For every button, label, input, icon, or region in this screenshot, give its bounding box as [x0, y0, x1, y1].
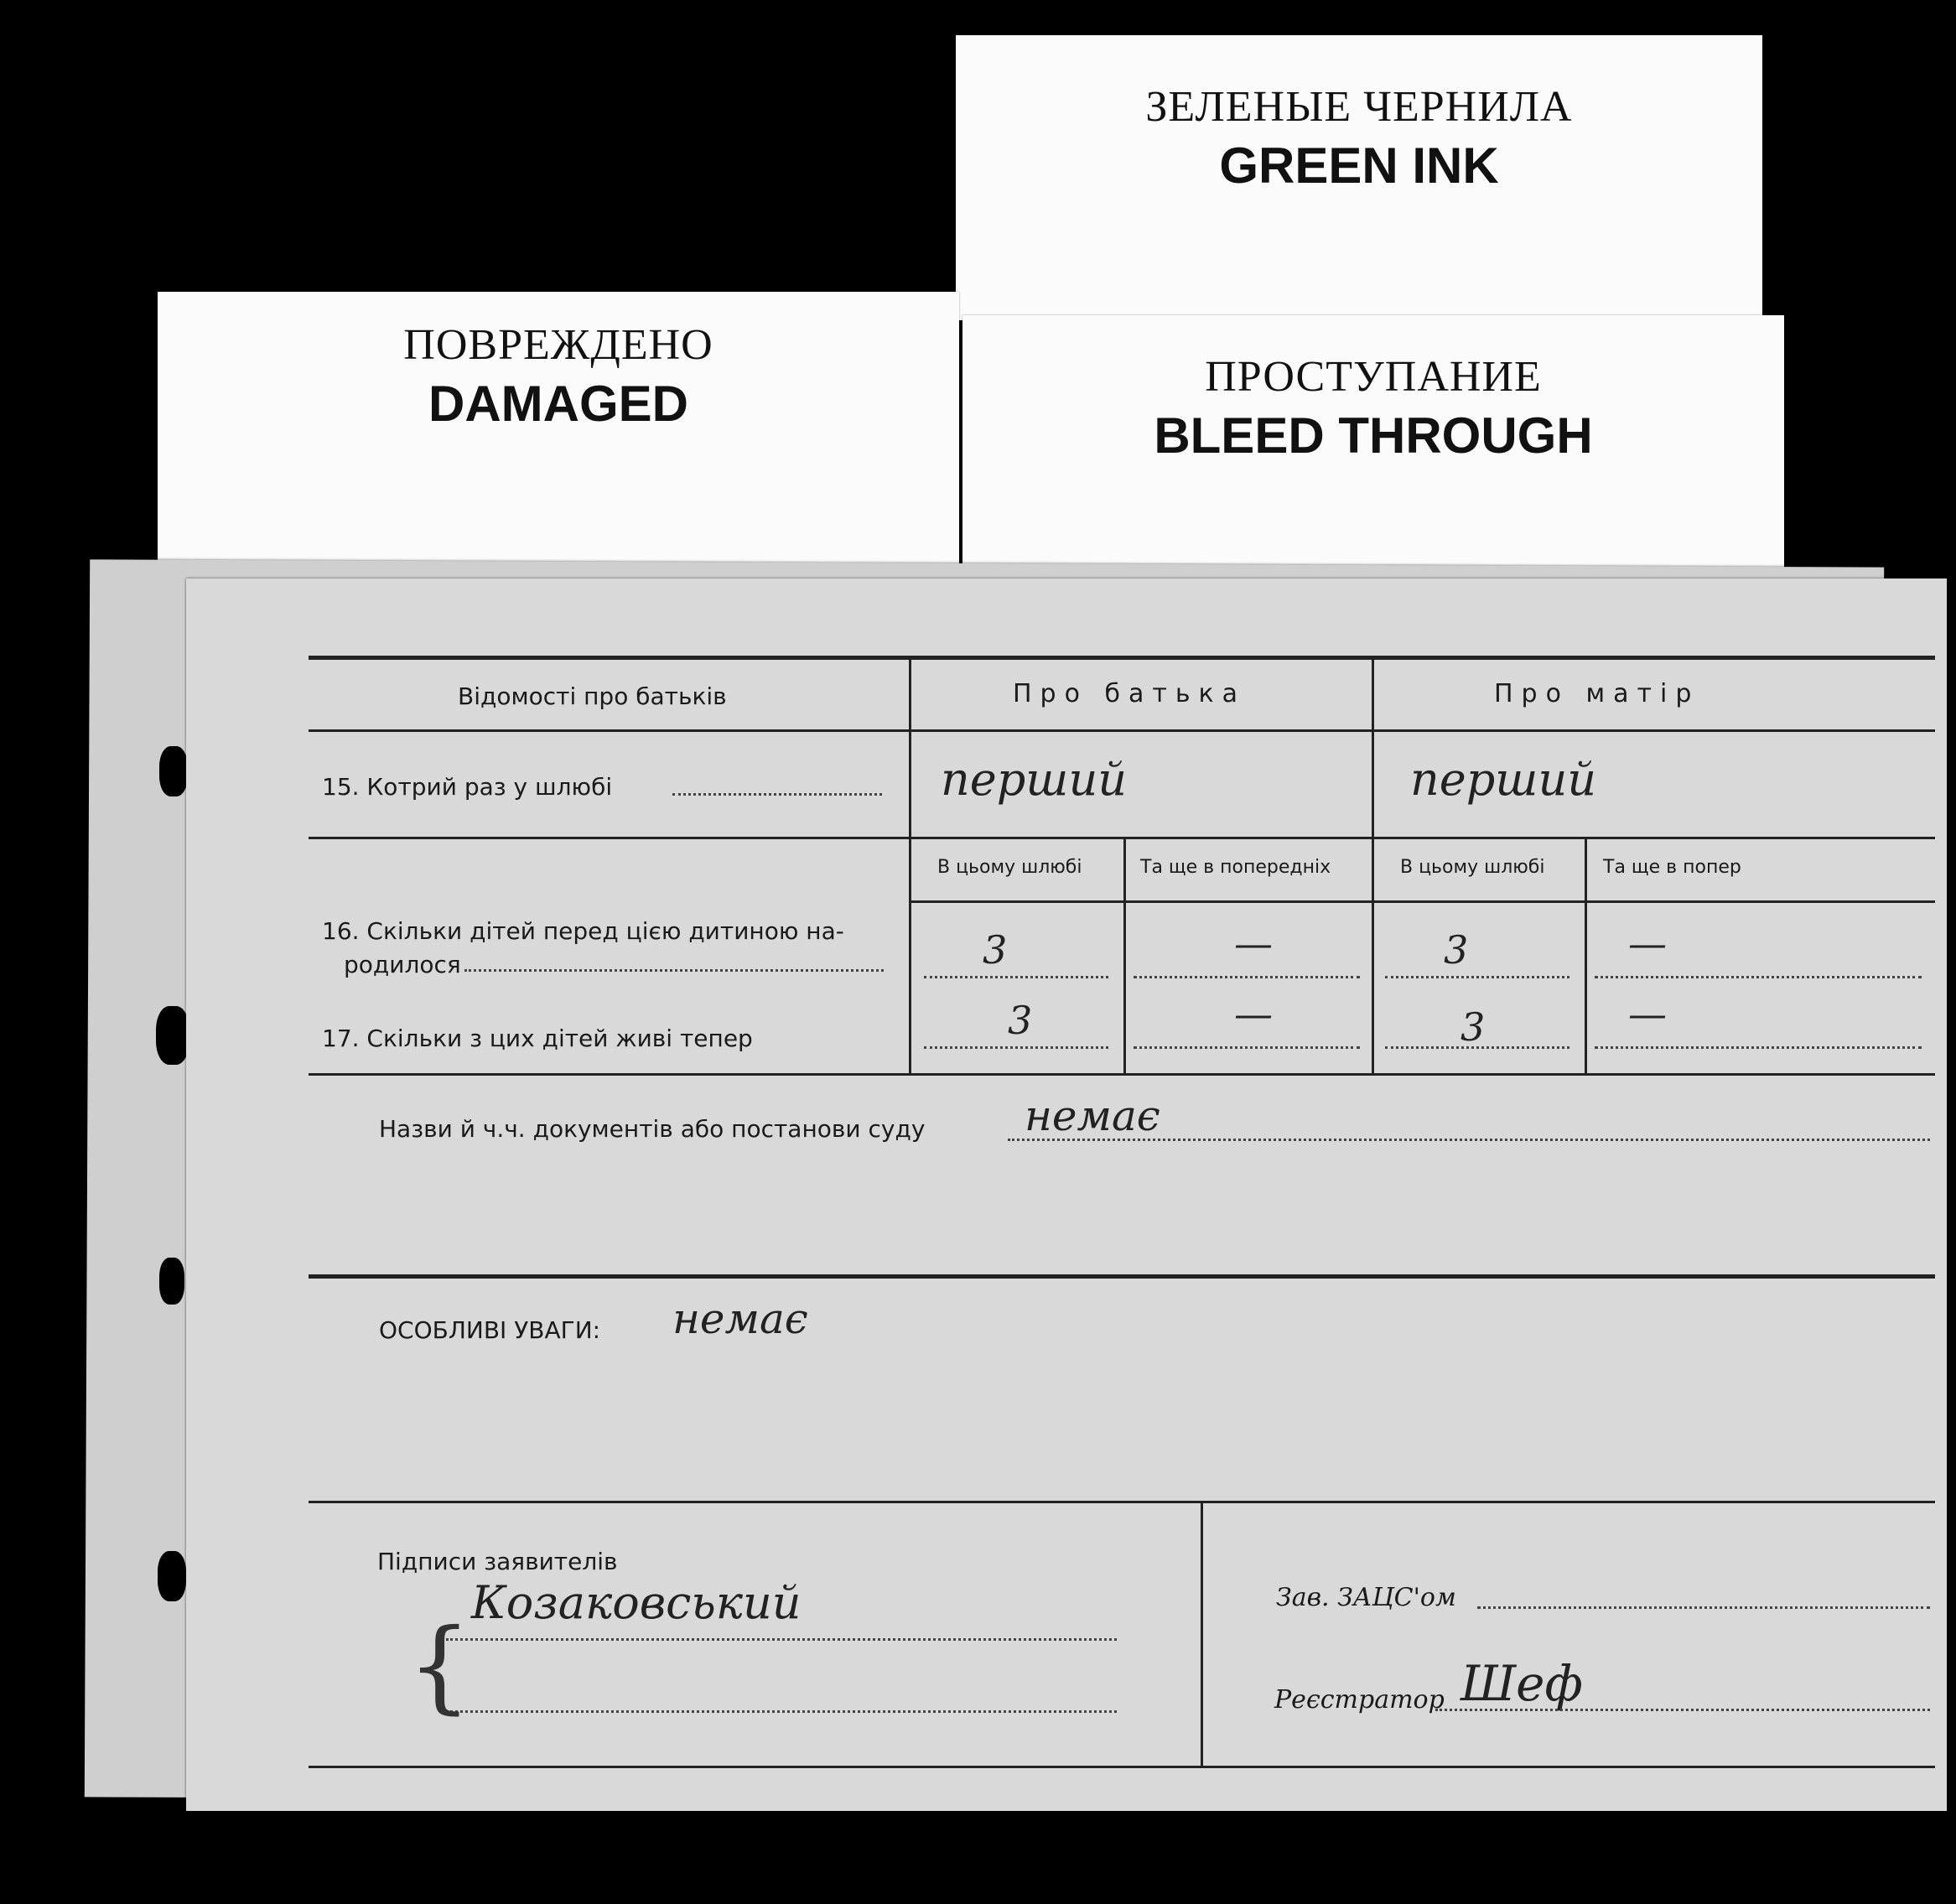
head-label: Зав. ЗАЦС'ом — [1276, 1583, 1456, 1612]
binding-hole — [156, 1006, 189, 1065]
green-ink-en: GREEN INK — [1219, 137, 1499, 194]
header-mother: Про матір — [1494, 679, 1700, 708]
row16-mother-prev-dots — [1595, 976, 1922, 978]
damaged-en: DAMAGED — [428, 376, 688, 432]
row15-dots — [672, 793, 882, 796]
row17-mother-this: 3 — [1461, 1004, 1486, 1050]
remarks-bottom-line — [309, 1501, 1935, 1503]
row16-father-this-dots — [924, 976, 1108, 978]
signature-brace: { — [407, 1608, 472, 1725]
subheader-mother-this: В цьому шлюбі — [1400, 857, 1545, 878]
row17-label: 17. Скільки з цих дітей живі тепер — [322, 1025, 753, 1052]
signature-divider — [1201, 1501, 1203, 1767]
damaged-ru: ПОВРЕЖДЕНО — [403, 321, 713, 369]
documents-dots-1 — [1008, 1139, 1930, 1141]
row17-mother-this-dots — [1385, 1046, 1569, 1049]
subheader-mother-prev: Та ще в попер — [1603, 857, 1741, 878]
row16-label-line1: 16. Скільки дітей перед цією дитиною на- — [322, 917, 844, 945]
row16-dots — [464, 969, 884, 972]
subheader-bottom-line — [909, 900, 1935, 903]
registrar-signature: Шеф — [1461, 1655, 1583, 1712]
bleed-through-ru: ПРОСТУПАНИЕ — [1205, 353, 1542, 401]
header-parents-info: Відомості про батьків — [458, 682, 727, 710]
bleed-through-card — [962, 315, 1784, 572]
registrar-label: Реєстратор — [1274, 1685, 1445, 1715]
green-ink-card — [956, 35, 1762, 320]
bleed-through-en: BLEED THROUGH — [1154, 407, 1593, 464]
row17-mother-prev-dots — [1595, 1046, 1922, 1049]
row16-label-line2: родилося — [344, 951, 461, 978]
col-divider-1 — [909, 656, 911, 1075]
row15-bottom-line — [309, 837, 1935, 839]
subcol-divider-father — [1123, 837, 1126, 1075]
binding-hole — [158, 1551, 186, 1601]
subheader-father-this: В цьому шлюбі — [937, 857, 1082, 878]
row15-label: 15. Котрий раз у шлюбі — [322, 773, 613, 801]
row16-father-this: 3 — [983, 927, 1008, 973]
row17-father-this-dots — [924, 1046, 1108, 1049]
signature-dots-2 — [446, 1710, 1117, 1713]
binding-hole — [159, 1258, 184, 1305]
documents-value: немає — [1025, 1092, 1160, 1140]
documents-bottom-line — [309, 1274, 1935, 1279]
row17-father-prev: — — [1234, 991, 1273, 1036]
green-ink-ru: ЗЕЛЕНЫЕ ЧЕРНИЛА — [1145, 83, 1573, 131]
row17-father-this: 3 — [1008, 998, 1033, 1043]
col-divider-2 — [1372, 656, 1374, 1075]
table-bottom-line — [309, 1073, 1935, 1076]
subheader-father-prev: Та ще в попередніх — [1140, 857, 1331, 878]
signature-dots-1 — [446, 1638, 1117, 1641]
signatures-label: Підписи заявителів — [377, 1548, 618, 1575]
row16-mother-prev: — — [1628, 921, 1667, 966]
row16-father-prev: — — [1234, 921, 1273, 966]
row17-mother-prev: — — [1628, 991, 1667, 1036]
registrar-dots — [1435, 1709, 1930, 1711]
remarks-value: немає — [672, 1294, 808, 1343]
row15-mother-value: перший — [1410, 753, 1597, 806]
header-father: Про батька — [1013, 679, 1247, 708]
binding-hole — [159, 746, 188, 796]
documents-label: Назви й ч.ч. документів або постанови суду — [379, 1115, 926, 1143]
form-bottom-line — [309, 1766, 1935, 1768]
row16-father-prev-dots — [1134, 976, 1360, 978]
row15-father-value: перший — [941, 753, 1128, 806]
table-top-line — [309, 656, 1935, 660]
header-bottom-line — [309, 729, 1935, 732]
row16-mother-this: 3 — [1444, 927, 1469, 973]
row16-mother-this-dots — [1385, 976, 1569, 978]
applicant-signature: Козаковський — [471, 1576, 802, 1629]
head-dots — [1477, 1606, 1930, 1609]
remarks-label: ОСОБЛИВІ УВАГИ: — [379, 1316, 601, 1344]
damaged-card — [158, 292, 959, 568]
form-page — [186, 578, 1947, 1811]
subcol-divider-mother — [1585, 837, 1587, 1075]
row17-father-prev-dots — [1134, 1046, 1360, 1049]
